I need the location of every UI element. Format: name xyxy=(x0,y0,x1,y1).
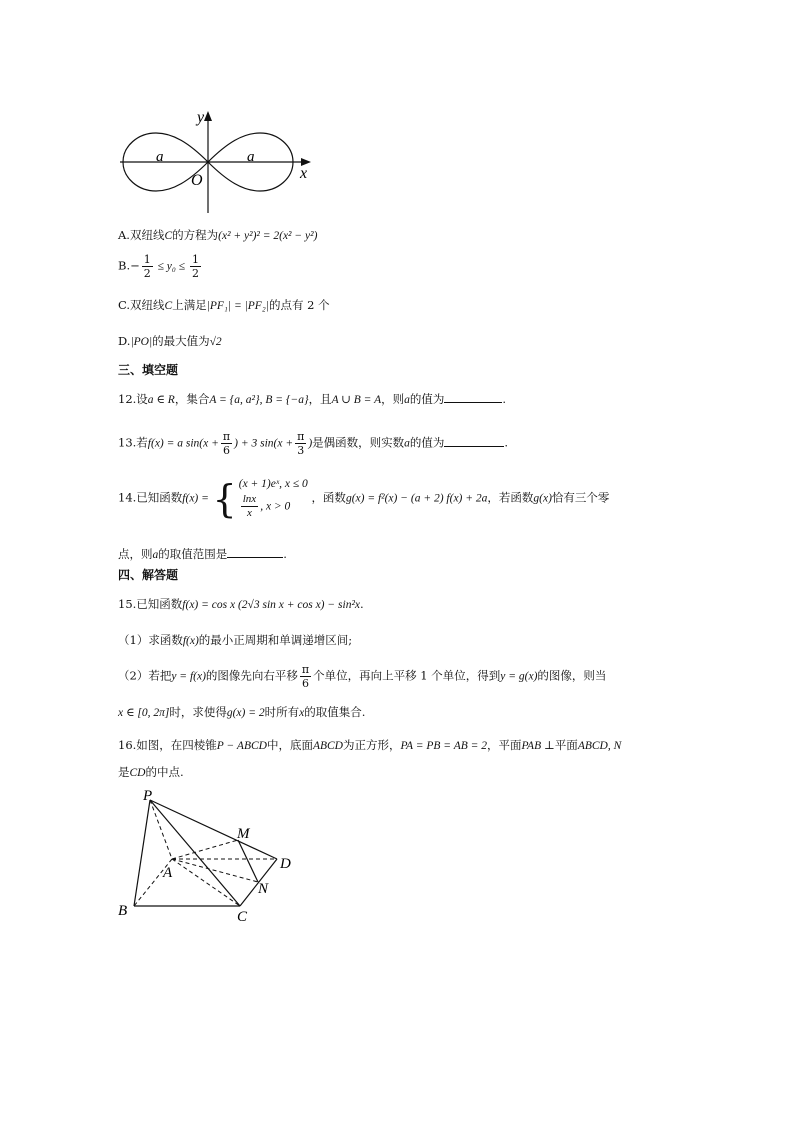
option-a: A.双纽线C的方程为(x² + y²)² = 2(x² − y²) xyxy=(118,228,318,242)
piecewise-function: { (x + 1)eˣ, x ≤ 0 $\frac{\ln x}{x}$ , x > 0 xyxy=(212,476,308,521)
right-lobe-label: a xyxy=(247,149,255,165)
edge-PB xyxy=(134,800,150,906)
question-12: 12.设a ∈ R，集合A = {a, a²}, B = {−a}，且A ∪ B = A，则a的值为 . xyxy=(118,392,507,406)
question-16-line2: 是CD的中点. xyxy=(118,765,184,779)
section-4-title: 四、解答题 xyxy=(118,568,179,582)
vertex-B: B xyxy=(118,903,128,919)
fraction: $\frac{\pi}{6}$ xyxy=(222,430,231,457)
question-15-part-2-line2: x ∈ [0, 2π]时，求使得g(x) = 2时所有x的取值集合. xyxy=(118,705,366,719)
x-axis-label: x xyxy=(300,165,308,182)
fraction: $\frac{\pi}{6}$ xyxy=(301,663,310,690)
edge-PD xyxy=(150,800,277,859)
vertex-P: P xyxy=(143,788,153,804)
question-15-part-2: （2）若把y = f(x)的图像先向右平移 $\frac{\pi}{6}$ 个单位，再向上平移 1 个单位，得到y = g(x)的图像，则当 xyxy=(118,663,607,690)
point-N: N xyxy=(258,881,269,897)
question-16: 16.如图，在四棱锥P − ABCD中，底面ABCD为正方形，PA = PB = AB = 2，平面PAB ⊥平面ABCD, N xyxy=(118,738,622,752)
fraction: $\frac{1}{2}$ xyxy=(143,253,151,280)
option-c: C.双纽线C上满足|PF₁| = |PF₂|的点有 2 个 xyxy=(118,298,330,312)
y-axis-arrow xyxy=(204,111,212,121)
answer-blank xyxy=(444,392,502,403)
point-M: M xyxy=(237,826,250,842)
question-15: 15.已知函数f(x) = cos x (2√3 sin x + cos x) − sin²x. xyxy=(118,597,364,611)
segment-MN xyxy=(238,840,258,882)
question-15-part-1: （1）求函数f(x)的最小正周期和单调递增区间; xyxy=(118,633,353,647)
option-b: B.− $\frac{1}{2}$ ≤ y₀ ≤ $\frac{1}{2}$ xyxy=(118,253,199,280)
vertex-D: D xyxy=(280,856,291,872)
fraction: $\frac{\pi}{3}$ xyxy=(297,430,305,457)
left-lobe-label: a xyxy=(156,149,164,165)
pyramid-figure xyxy=(110,785,300,925)
fraction: $\frac{\ln x}{x}$ xyxy=(242,493,257,519)
fraction: $\frac{1}{2}$ xyxy=(191,253,199,280)
vertex-C: C xyxy=(237,909,248,925)
segment-AM xyxy=(172,840,238,859)
question-14: 14.已知函数f(x) = { (x + 1)eˣ, x ≤ 0 $\frac{\ln x}{x}$ , x > 0 ，函数g(x) = f²(x) − (a + 2) f(x) + 2a，若函数g(x)恰有三个零 xyxy=(118,476,610,521)
origin-label: O xyxy=(191,172,203,189)
y-axis-label: y xyxy=(197,109,205,126)
answer-blank xyxy=(227,547,283,558)
section-3-title: 三、填空题 xyxy=(118,363,179,377)
edge-PC xyxy=(150,800,240,906)
answer-blank xyxy=(444,436,504,447)
question-14-line2: 点，则a的取值范围是 . xyxy=(118,547,287,561)
vertex-A: A xyxy=(163,865,173,881)
lemniscate-figure xyxy=(115,105,320,217)
segment-AN xyxy=(172,859,258,882)
option-d: D.|PO|的最大值为√2 xyxy=(118,334,222,348)
question-13: 13.若f(x) = a sin(x + $\frac{\pi}{6}$ ) + 3 sin(x + $\frac{\pi}{3}$ )是偶函数，则实数a的值为 . xyxy=(118,430,509,457)
